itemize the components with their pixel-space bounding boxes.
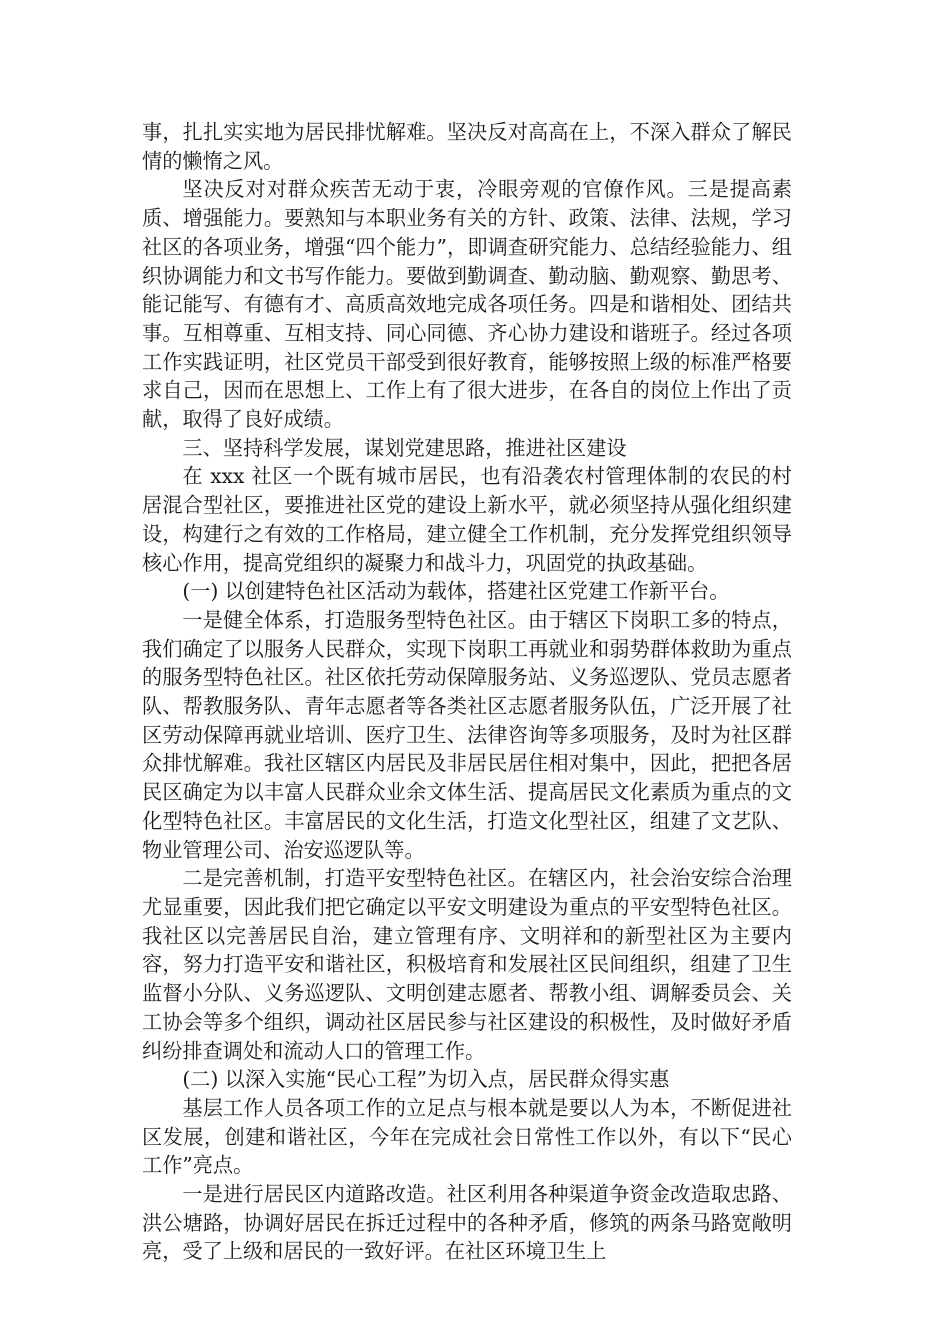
section-heading-3: 三、坚持科学发展，谋划党建思路，推进社区建设 (182, 435, 627, 460)
subheading-1: (一) 以创建特色社区活动为载体，搭建社区党建工作新平台。 (182, 579, 730, 604)
paragraph-bureaucracy: 坚决反对对群众疾苦无动于衷，冷眼旁观的官僚作风。三是提高素质、增强能力。要熟知与本职业务有关的方针、政策、法律、法规，学习社区的各项业务，增强“四个能力”，即调查研究能力、总结经验能力、组织协调能力和文书写作能力。要做到勤调查、勤动脑、勤观察、勤思考、能记能写、有德有才、高质高效地完成各项任务。四是和谐相处、团结共事。互相尊重、互相支持、同心同德、齐心协力建设和谐班子。经过各项工作实践证明，社区党员干部受到很好教育，能够按照上级的标准严格要求自己，因而在思想上、工作上有了很大进步，在各自的岗位上作出了贡献，取得了良好成绩。 (142, 177, 792, 432)
paragraph-people-oriented: 基层工作人员各项工作的立足点与根本就是要以人为本，不断促进社区发展，创建和谐社区，今年在完成社会日常性工作以外，有以下“民心工作”亮点。 (142, 1095, 792, 1178)
paragraph-safety-community: 二是完善机制，打造平安型特色社区。在辖区内，社会治安综合治理尤显重要，因此我们把它确定以平安文明建设为重点的平安型特色社区。我社区以完善居民自治，建立管理有序、文明祥和的新型社区为主要内容，努力打造平安和谐社区，积极培育和发展社区民间组织，组建了卫生监督小分队、义务巡逻队、文明创建志愿者、帮教小组、调解委员会、关工协会等多个组织，调动社区居民参与社区建设的积极性，及时做好矛盾纠纷排查调处和流动人口的管理工作。 (142, 866, 792, 1063)
paragraph-continuation: 事，扎扎实实地为居民排忧解难。坚决反对高高在上，不深入群众了解民情的懒惰之风。 (142, 120, 792, 173)
document-page (142, 118, 792, 1266)
paragraph-service-community: 一是健全体系，打造服务型特色社区。由于辖区下岗职工多的特点，我们确定了以服务人民群众，实现下岗职工再就业和弱势群体救助为重点的服务型特色社区。社区依托劳动保障服务站、义务巡逻队、党员志愿者队、帮教服务队、青年志愿者等各类社区志愿者服务队伍，广泛开展了社区劳动保障再就业培训、医疗卫生、法律咨询等多项服务，及时为社区群众排忧解难。我社区辖区内居民及非居民居住相对集中，因此，把把各居民区确定为以丰富人民群众业余文体生活、提高居民文化素质为重点的文化型特色社区。丰富居民的文化生活，打造文化型社区，组建了文艺队、物业管理公司、治安巡逻队等。 (142, 607, 792, 862)
paragraph-road-renovation: 一是进行居民区内道路改造。社区利用各种渠道争资金改造取忠路、洪公塘路，协调好居民在拆迁过程中的各种矛盾，修筑的两条马路宽敞明亮，受了上级和居民的一致好评。在社区环境卫生上 (142, 1182, 792, 1264)
subheading-2: (二) 以深入实施“民心工程”为切入点，居民群众得实惠 (182, 1067, 670, 1092)
paragraph-community-intro: 在 xxx 社区一个既有城市居民，也有沿袭农村管理体制的农民的村居混合型社区，要推进社区党的建设上新水平，就必须坚持从强化组织建设，构建行之有效的工作格局，建立健全工作机制，充分发挥党组织领导核心作用，提高党组织的凝聚力和战斗力，巩固党的执政基础。 (142, 464, 792, 575)
